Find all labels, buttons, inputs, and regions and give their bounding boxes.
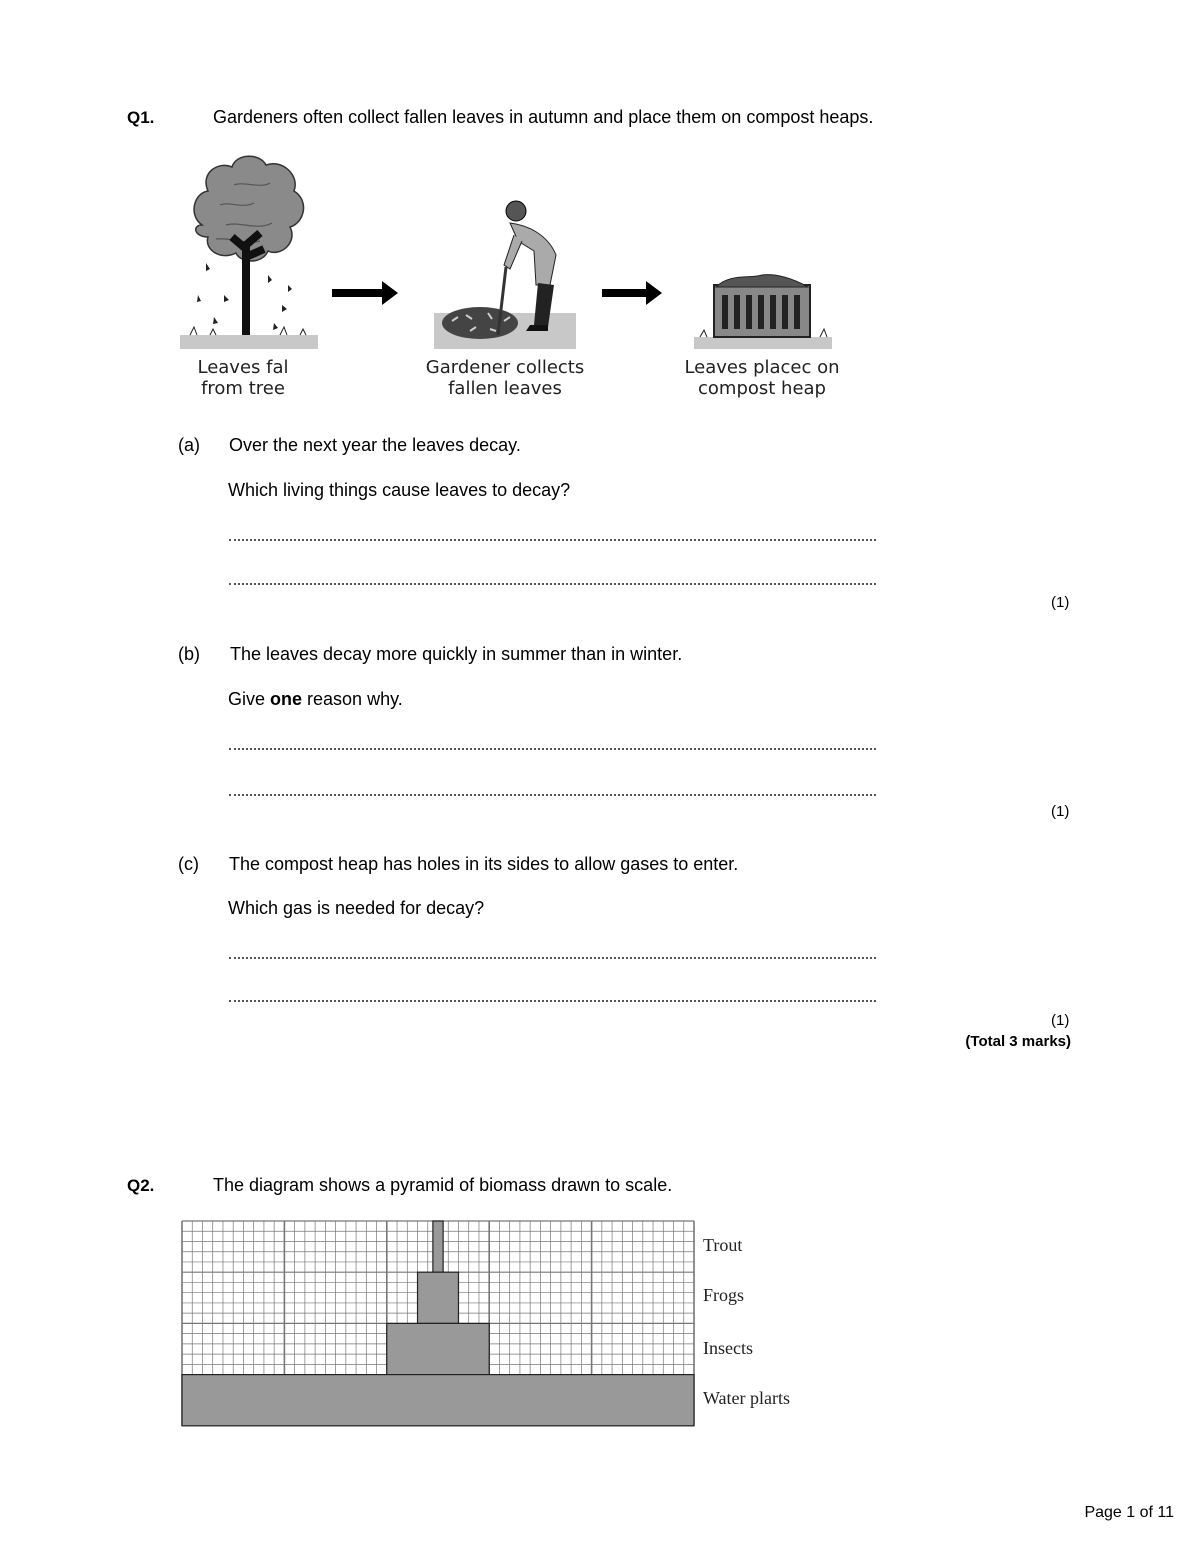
- compost-heap-icon: [694, 275, 832, 349]
- part-c-label: (c): [178, 854, 199, 874]
- pyramid-bar-water-plarts: [182, 1375, 694, 1426]
- pyramid-label-water-plants: Water plarts: [703, 1388, 791, 1408]
- part-b-label: (b): [178, 644, 200, 664]
- pyramid-bar-insects: [387, 1323, 489, 1374]
- caption-line: Gardener collects: [425, 357, 585, 378]
- arrow-right-icon: [332, 281, 398, 305]
- question-text: Give: [228, 689, 271, 709]
- question-2-number: Q2.: [127, 1176, 155, 1195]
- part-c-statement: The compost heap has holes in its sides to allow gases to enter.: [229, 854, 739, 874]
- pyramid-label-trout: Trout: [703, 1235, 743, 1255]
- total-marks: (Total 3 marks): [965, 1033, 1071, 1050]
- part-b-statement: The leaves decay more quickly in summer than in winter.: [230, 644, 683, 664]
- gardener-icon: [434, 201, 576, 349]
- answer-line-c2[interactable]: [229, 1000, 876, 1002]
- part-b-question: [228, 689, 403, 710]
- part-b-mark: (1): [1051, 803, 1070, 820]
- question-text: reason why.: [302, 689, 403, 709]
- pyramid-label-frogs: Frogs: [703, 1285, 745, 1305]
- caption-line: fallen leaves: [448, 378, 562, 399]
- question-emphasis: one: [270, 689, 303, 709]
- question-1-number: Q1.: [127, 108, 155, 127]
- question-1-intro: Gardeners often collect fallen leaves in autumn and place them on compost heaps.: [213, 107, 874, 127]
- page-number: Page 1 of 11: [1084, 1504, 1174, 1521]
- part-c-question: Which gas is needed for decay?: [228, 898, 485, 918]
- caption-compost-heap: [672, 357, 852, 399]
- biomass-pyramid: [180, 1219, 696, 1429]
- leaf-compost-illustration: [170, 145, 850, 360]
- part-a-statement: Over the next year the leaves decay.: [229, 435, 521, 455]
- answer-line-a2[interactable]: [229, 583, 876, 585]
- pyramid-bar-trout: [433, 1221, 443, 1272]
- part-a-mark: (1): [1051, 594, 1070, 611]
- answer-line-a1[interactable]: [229, 539, 876, 541]
- question-2-intro: The diagram shows a pyramid of biomass drawn to scale.: [213, 1175, 673, 1195]
- answer-line-c1[interactable]: [229, 957, 876, 959]
- answer-line-b2[interactable]: [229, 794, 876, 796]
- caption-line: from tree: [201, 378, 285, 399]
- caption-line: compost heap: [698, 378, 826, 399]
- caption-line: Leaves placec on: [684, 357, 840, 378]
- part-a-question: Which living things cause leaves to decay?: [228, 480, 571, 500]
- part-c-mark: (1): [1051, 1012, 1070, 1029]
- answer-line-b1[interactable]: [229, 748, 876, 750]
- tree-icon: [180, 156, 318, 349]
- arrow-right-icon: [602, 281, 662, 305]
- part-a-label: (a): [178, 435, 200, 455]
- pyramid-label-insects: Insects: [703, 1338, 753, 1358]
- caption-line: Leaves fal: [197, 357, 289, 378]
- pyramid-bar-frogs: [418, 1272, 459, 1323]
- caption-leaves-fall: [168, 357, 318, 399]
- caption-gardener-collects: [410, 357, 600, 399]
